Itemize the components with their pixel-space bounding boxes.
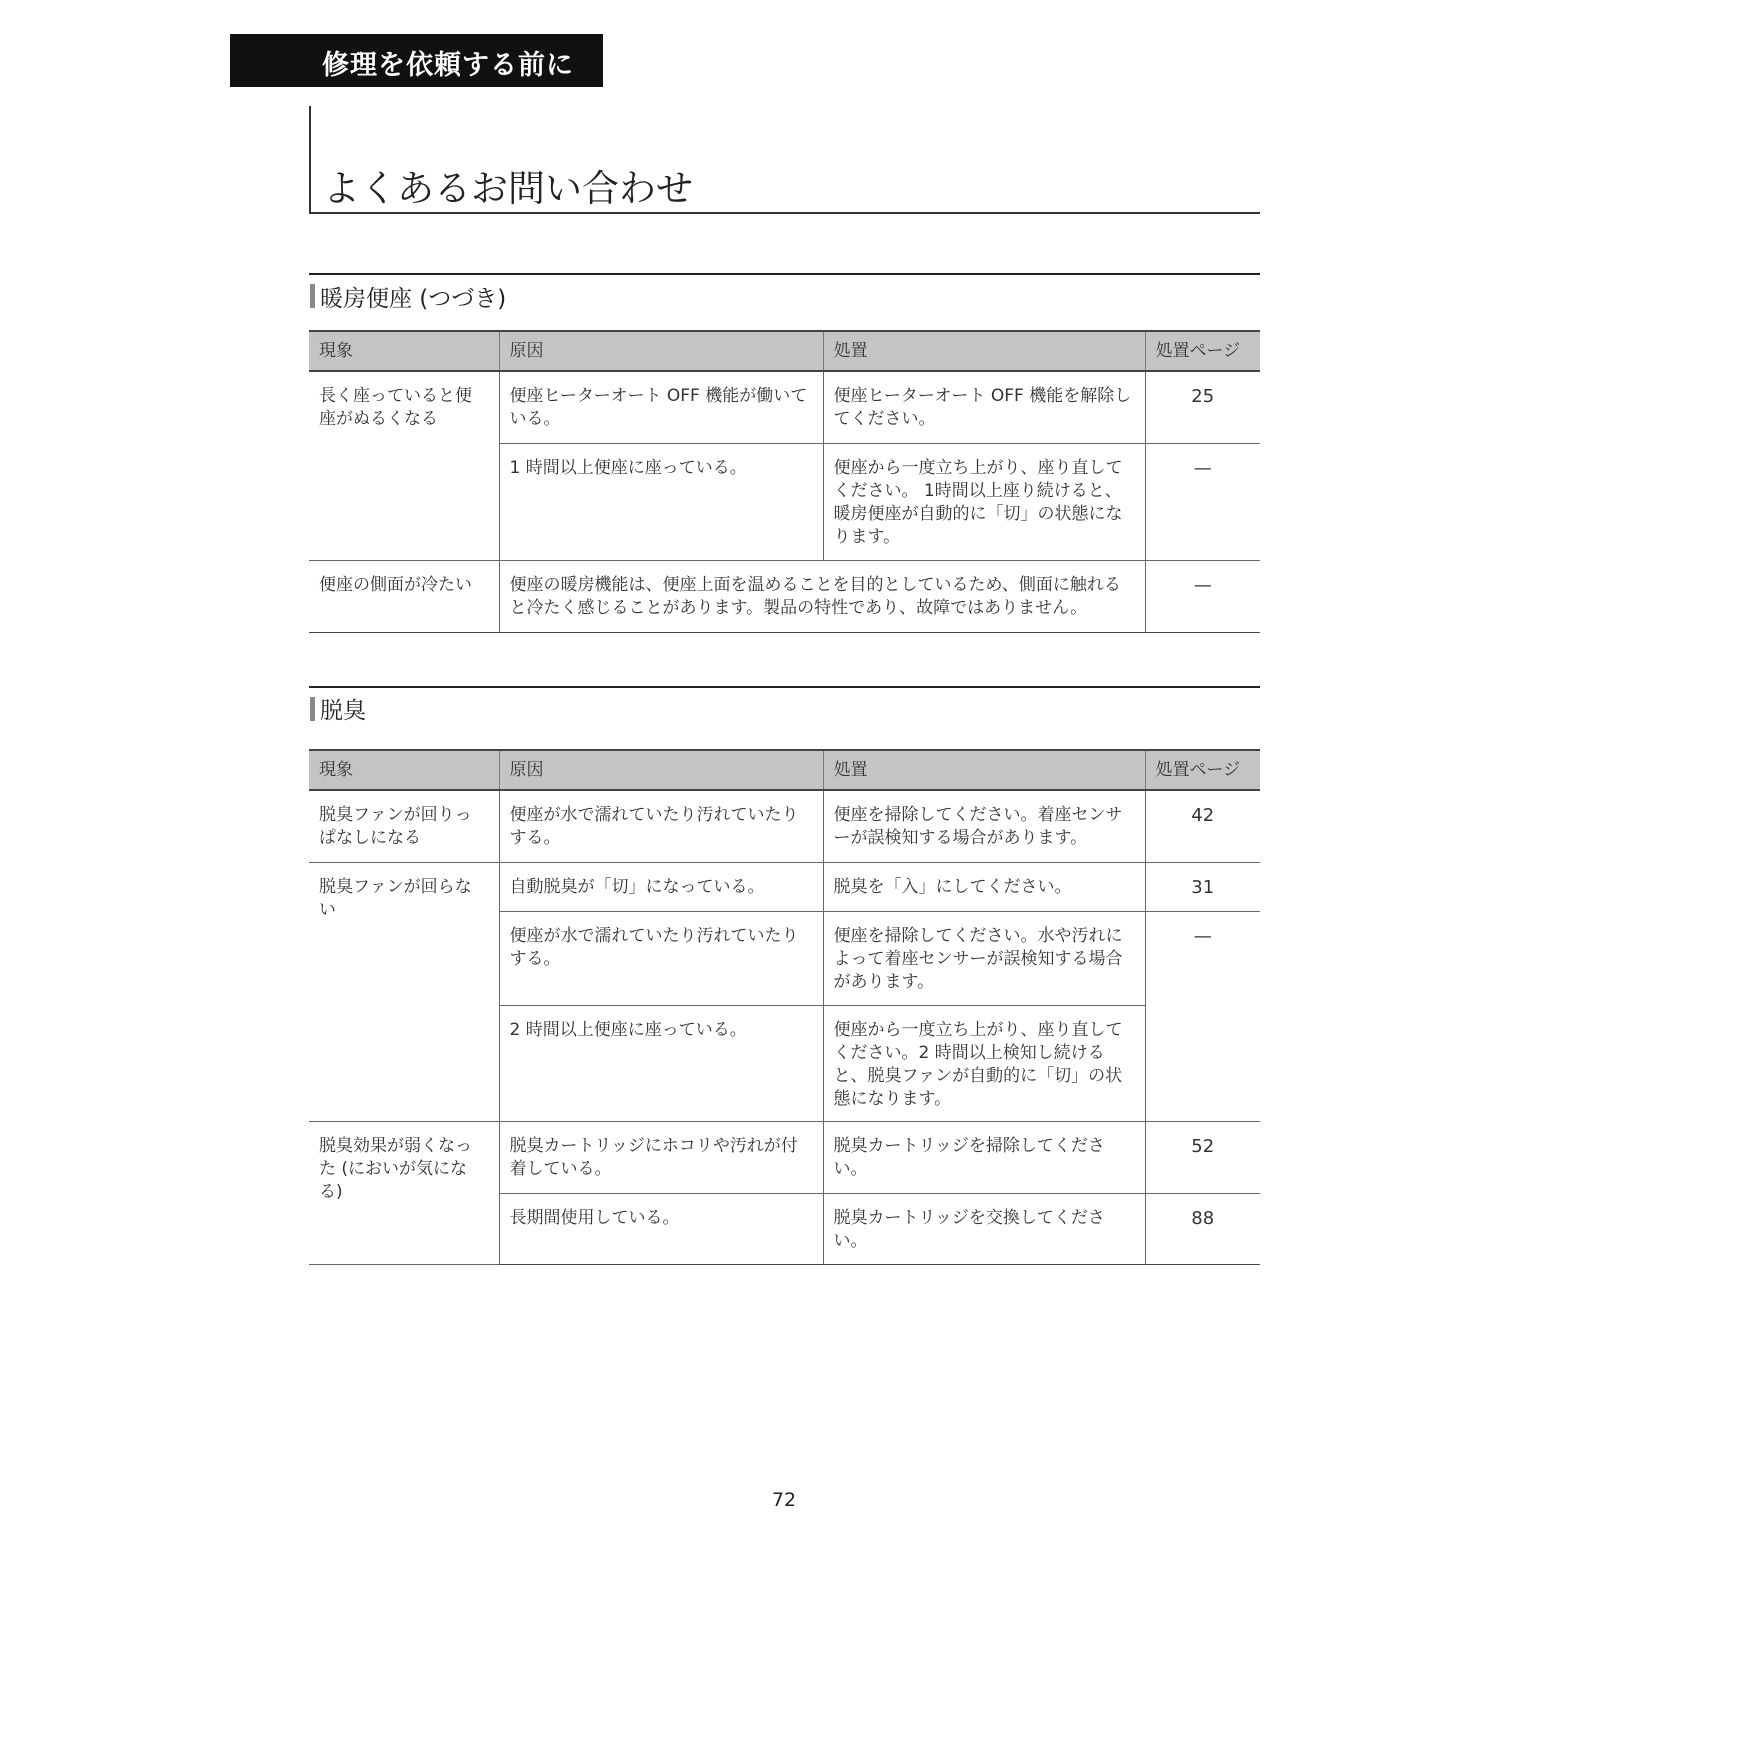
symptom-cell: 長く座っていると便座がぬるくなる: [309, 371, 499, 560]
cause-cell: 1 時間以上便座に座っている。: [499, 443, 823, 560]
chapter-tab-label: 修理を依頼する前に: [322, 50, 574, 81]
table-row: [309, 371, 1260, 443]
page-ref-cell: 88: [1145, 1193, 1260, 1264]
remedy-cell: 便座ヒーターオート OFF 機能を解除してください。: [823, 371, 1145, 443]
header-symptom: 現象: [309, 750, 499, 790]
page-ref-cell: 31: [1145, 862, 1260, 911]
symptom-cell: 便座の側面が冷たい: [309, 560, 499, 632]
remedy-cell: 便座を掃除してください。水や汚れによって着座センサーが誤検知する場合があります。: [823, 911, 1145, 1005]
page-ref-cell: —: [1145, 560, 1260, 632]
remedy-cell: 脱臭カートリッジを交換してください。: [823, 1193, 1145, 1264]
table-row: [309, 560, 1260, 632]
page-ref-cell: —: [1145, 443, 1260, 560]
cause-cell: 2 時間以上便座に座っている。: [499, 1005, 823, 1121]
header-symptom: 現象: [309, 331, 499, 371]
page-ref-cell: 25: [1145, 371, 1260, 443]
header-remedy: 処置: [823, 750, 1145, 790]
title-rule-horizontal: [309, 212, 1260, 214]
cause-cell: 長期間使用している。: [499, 1193, 823, 1264]
symptom-cell: 脱臭ファンが回らない: [309, 862, 499, 1121]
table-row: [309, 862, 1260, 911]
remedy-cell: 便座を掃除してください。着座センサーが誤検知する場合があります。: [823, 790, 1145, 862]
page-number: 72: [771, 1489, 797, 1511]
cause-cell: 脱臭カートリッジにホコリや汚れが付着している。: [499, 1121, 823, 1193]
header-cause: 原因: [499, 750, 823, 790]
section1-table: [309, 330, 1260, 633]
cause-cell: 自動脱臭が「切」になっている。: [499, 862, 823, 911]
page-ref-cell: 42: [1145, 790, 1260, 862]
table-header-row: [309, 750, 1260, 790]
remedy-cell: 脱臭カートリッジを掃除してください。: [823, 1121, 1145, 1193]
table-row: [309, 1121, 1260, 1193]
symptom-cell: 脱臭ファンが回りっぱなしになる: [309, 790, 499, 862]
cause-cell: 便座ヒーターオート OFF 機能が働いている。: [499, 371, 823, 443]
section2-title: 脱臭: [320, 698, 366, 724]
remedy-cell: 便座から一度立ち上がり、座り直してください。 1時間以上座り続けると、暖房便座が自動的に「切」の状態になります。: [823, 443, 1145, 560]
header-remedy: 処置: [823, 331, 1145, 371]
remedy-cell: 便座から一度立ち上がり、座り直してください。2 時間以上検知し続けると、脱臭ファンが自動的に「切」の状態になります。: [823, 1005, 1145, 1121]
title-rule-vertical: [309, 106, 311, 213]
section1-title: 暖房便座 (つづき): [320, 286, 507, 312]
section1-rule: [309, 273, 1260, 275]
symptom-cell: 脱臭効果が弱くなった (においが気になる): [309, 1121, 499, 1264]
cause-cell: 便座が水で濡れていたり汚れていたりする。: [499, 790, 823, 862]
cause-cell: 便座の暖房機能は、便座上面を温めることを目的としているため、側面に触れると冷たく感じることがあります。製品の特性であり、故障ではありません。: [499, 560, 1145, 632]
section2-mark: [310, 697, 315, 721]
table-header-row: [309, 331, 1260, 371]
section2-table: [309, 749, 1260, 1265]
page-title: よくあるお問い合わせ: [323, 167, 693, 210]
table-row: [309, 790, 1260, 862]
header-cause: 原因: [499, 331, 823, 371]
page-ref-cell: 52: [1145, 1121, 1260, 1193]
header-page: 処置ページ: [1145, 331, 1260, 371]
chapter-tab: [230, 34, 603, 87]
remedy-cell: 脱臭を「入」にしてください。: [823, 862, 1145, 911]
section1-mark: [310, 284, 315, 308]
page-ref-cell: —: [1145, 911, 1260, 1121]
header-page: 処置ページ: [1145, 750, 1260, 790]
section2-rule: [309, 686, 1260, 688]
cause-cell: 便座が水で濡れていたり汚れていたりする。: [499, 911, 823, 1005]
